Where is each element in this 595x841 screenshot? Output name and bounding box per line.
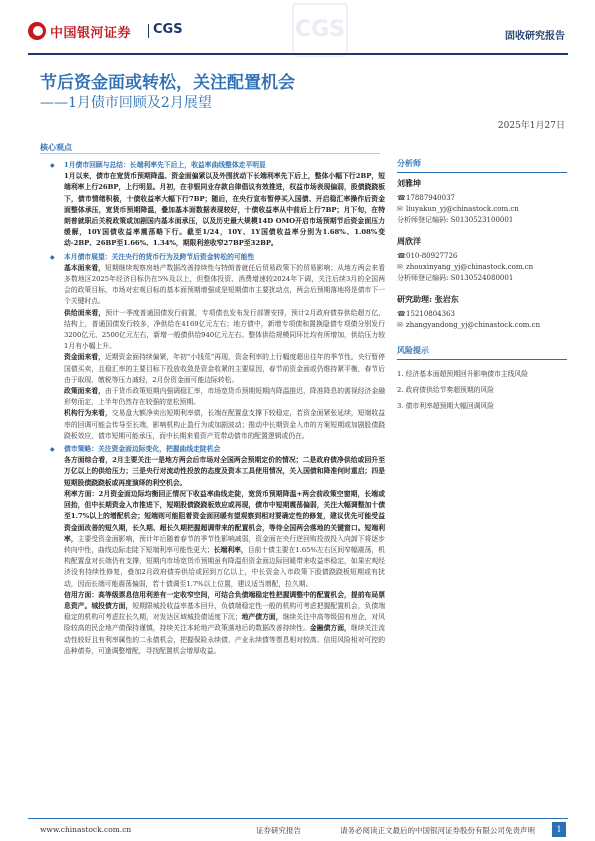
para-text: 2月资金面边际均衡回正情况下收益率曲线走陡，宽货币预期降温+两会前政策空窗期，长端或回抬，但中长期资金入市推进下，短期股债跷跷板效应或再现，债市中短期震荡偏弱，关注大幅调整加十债至1.7%以上的增配机会；短端则可能阻着资金面回暖有望观察到相对要确定性的修复，建议优先可能受益资金面改善的短久期，长久期、超长久期把握超调带来的配置机会，等待全国两会落地的关键窗口。 <box>64 489 385 532</box>
para-lead: 利率方面： <box>64 489 99 498</box>
analyst-phone <box>397 309 567 320</box>
analyst-reg: 分析师登记编码: S0130524080001 <box>397 274 514 282</box>
report-title: 节后资金面或转松，关注配置机会 <box>40 73 295 93</box>
email-text[interactable]: liuyakun_yj@chinastock.com.cn <box>406 205 519 213</box>
core-view-label: 核心观点 <box>40 142 72 152</box>
section-heading: ◆ 1月债市回顾与总结：长端利率先下后上，收益率曲线整体走平明显 <box>40 160 385 171</box>
page-header <box>0 0 595 62</box>
analyst-phone <box>397 193 567 204</box>
para-lead: 地产债方面， <box>241 613 283 622</box>
brand-name: 中国银河证券 <box>50 26 132 41</box>
paragraph <box>40 386 385 408</box>
report-subtitle: ——1月债市回顾及2月展望 <box>40 95 212 111</box>
sidebar <box>397 158 567 414</box>
paragraph: 1月以来，债市在宽货币预期降温、资金面偏紧以及外围扰动下长端利率先下后上，整体小幅下行2BP，短端利率上行26BP，上行明显。月初，在非银同业存款自律倡议有效推进，权益市场表现偏弱，股债跷跷板下，债市情绪积极，十债收益率大幅下行7BP；随后，在央行宣布暂停买入国债、开启稳汇率操作后资金面整体承压，宽货币预期降温，叠加基本面数据表现较好，十债收益率从中前后上行7BP；月下旬，在特朗普就职后关税政策或加剧国内基本面承压，以及历史最大规模14D OMO开启市场预期节后资金面压力缓解，10Y国债收益率震荡略下行。截至1/24，10Y、1Y国债收益率分别为1.68%、1.08%变动-2BP、26BP至1.66%、1.34%，期限利差收窄27BP至32BP。 <box>64 172 385 248</box>
para-lead: 政策面来看， <box>64 387 105 396</box>
phone-icon: ☎ <box>397 252 406 260</box>
section-heading: ◆ 债市策略：关注资金面边际变化，把握曲线走陡机会 <box>40 444 385 455</box>
para-text: 继续关注中高等级国有房企，对风险较高的民企地产债保持谨慎，持续关注本轮地产政策落地后的数据改善持续性。 <box>64 613 385 633</box>
risk-item: 3. 债市利率超预期大幅回调风险 <box>397 402 495 410</box>
para-text: 主要受资金面影响，预计年后随着春节的季节性影响减弱，资金面在央行逆回购投放投入向卸下将逐步转向中性，曲线边际走陡下短端利率可能性更大； <box>64 534 385 554</box>
brand-cgs: CGS <box>153 22 183 37</box>
email-icon: ✉ <box>397 263 403 271</box>
para-lead: 资金面来看， <box>64 353 105 362</box>
analyst-name: 周欣洋 <box>397 236 421 246</box>
footer-disclaimer: 请务必阅读正文最后的中国银河证券股份有限公司免责声明 <box>340 826 535 835</box>
paragraph <box>40 408 385 442</box>
paragraph <box>40 489 385 590</box>
paragraph: 各方面综合看，2月主要关注一是地方两会后市场对全国两会预期定价的情况；二是政府债净供给或回升至万亿以上的供给压力；三是央行对流动性投放的态度及资本工具使用情况，关入国债和降准何时重启；四是短期股债跷跷板或再度演绎的利空机会。 <box>64 456 385 487</box>
phone-icon: ☎ <box>397 310 406 318</box>
para-lead: 机构行为来看， <box>64 409 112 418</box>
para-lead: 基本面来看， <box>64 263 105 272</box>
paragraph <box>40 263 385 308</box>
page-number: 1 <box>552 822 566 837</box>
footer-url[interactable]: www.chinastock.com.cn <box>40 825 132 834</box>
para-lead: 信用方面：高等级票息信用利差有一定收窄空间，可结合负债端稳定性把握调整中的配置机会，提前布局票息资产。 <box>64 590 385 610</box>
footer-section: 证券研究报告 <box>256 826 301 835</box>
para-text: 继续关注流动性较好且有利率属性的二永债机会，把握保险永续债、产业永续债等票息相对较高、信用风险相对可控的品种债券，可逢调整增配，寻找配置机会增厚收益。 <box>64 624 385 655</box>
analyst-card <box>397 178 567 226</box>
analyst-email[interactable] <box>397 262 567 273</box>
section-heading: ◆ 本月债市展望：关注央行的货币行为及跨节后资金转松的可能性 <box>40 252 385 263</box>
para-lead: 城投债方面， <box>91 601 133 610</box>
analyst-name: 刘雅坤 <box>397 178 421 188</box>
logo-divider <box>148 24 149 38</box>
para-lead: 短端利率， <box>64 523 385 543</box>
email-text[interactable]: zhangyandong_yj@chinastock.com.cn <box>406 321 541 329</box>
analyst-phone <box>397 251 567 262</box>
report-type: 固收研究报告 <box>505 31 565 42</box>
phone-text: 010-80927726 <box>406 252 458 260</box>
para-text: 交易盘大额净卖出短期利率债，长端在配置盘支撑下较稳定，若资金面紧张延续，短端收益率的回调可能会传导至长端，影响机构止盈行为或加剧波动；推动中长期资金入市的方案短期或加剧股债跷跷板效应，债市短期可能承压，而中长期来看资产荒带动债市的配置逻辑或仍在。 <box>64 409 385 440</box>
paragraph <box>40 308 385 353</box>
header-divider <box>28 53 568 55</box>
brand-logo-icon <box>28 22 46 40</box>
para-lead: 供给面来看， <box>64 308 106 317</box>
phone-text: 15210804363 <box>406 310 455 318</box>
paragraph <box>40 590 385 657</box>
para-text: 近期资金面持续偏紧，年初“小钱荒”再现，资金利率的上行幅度超出往年的季节性。央行暂停国债买卖，且稳汇率的主要目标下投放收敛是资金收紧的主要原因，春节前资金面或仍维持紧平衡，春节后由于取现、缴税等压力减轻，2月份资金面可能边际转松。 <box>64 353 385 384</box>
paragraph <box>40 352 385 386</box>
analyst-card <box>397 294 567 331</box>
para-lead: 金融债方面， <box>309 624 351 633</box>
phone-icon: ☎ <box>397 194 406 202</box>
para-text: 预计一季度普通国债发行前置，专项债也发布发行部署安排，预计2月政府债券供给超万亿，结构上，普通国债发行较多，净供给在4169亿元左右；地方债中，新增专项债和置换隐债专项债分别发行3200亿元、2500亿元左右，新增一般债供给940亿元左右。整体供给规模同环比均有所增加，供给压力较1月有小幅上升。 <box>64 308 385 351</box>
phone-text: 17887940037 <box>406 194 455 202</box>
analyst-email[interactable] <box>397 204 567 215</box>
risk-item: 1. 经济基本面超预期回升影响债市主线风险 <box>397 370 528 378</box>
email-icon: ✉ <box>397 205 403 213</box>
analyst-card <box>397 236 567 284</box>
analyst-reg: 分析师登记编码: S0130523100001 <box>397 216 514 224</box>
para-text: 由于货币政策短期内强调稳汇率，市场宽货币预期短期内降温推迟，降准降息的需视经济金融形势而定，上半年仍然存在较强的宽松预期。 <box>64 387 385 407</box>
para-lead: 长端利率， <box>213 545 248 554</box>
core-view-divider <box>40 153 380 154</box>
email-icon: ✉ <box>397 321 403 329</box>
report-date: 2025年1月27日 <box>497 121 565 131</box>
email-text[interactable]: zhouxinyang_yj@chinastock.com.cn <box>406 263 534 271</box>
analyst-heading: 分析师 <box>397 158 567 173</box>
analyst-email[interactable] <box>397 320 567 331</box>
para-text: 目前十债主要在1.65%左右区间窄幅震荡，机构配置盘对长端仍有支撑，短期内市场宽货币预期虽有降温但资金面边际回暖带来收益率稳定，如果宏观经济没有持续性修复，叠加2月政府债券供给或回到万亿以上，中长资金入市政策下股债跷跷板短期或有扰动，因而长端可能震荡偏弱，若十债调至1.7%以上位置，建议适当增配，拉久期。 <box>64 545 385 588</box>
para-text: 短期限城投收益率基本回升，负债端稳定性一般的机构可考虑把握配置机会，负债端稳定的机构可考虑拉长久期，对发达区域城投债适度下沉； <box>64 601 385 622</box>
footer-divider <box>28 818 568 819</box>
para-text: 短期继续观察房地产数据改善持续性与特朗普就任后贸易政策下的贸易影响；从地方两会来看多数地区2025年经济目标仍在5%及以上，但整体投资、消费增速较2024年下调，关注后续3月的全国两会的政策目标，市场对宏观目标的基本面预期增强或是短期债市主要扰动点，两会后预期落地将是债市下一个关键时点。 <box>64 263 385 306</box>
main-content <box>40 158 385 808</box>
risk-item: 2. 政府债供给节奏超预期的风险 <box>397 386 495 394</box>
risk-heading: 风险提示 <box>397 345 567 360</box>
analyst-name: 研究助理: 张岩东 <box>397 294 459 304</box>
cgs-watermark: CGS <box>292 3 348 57</box>
